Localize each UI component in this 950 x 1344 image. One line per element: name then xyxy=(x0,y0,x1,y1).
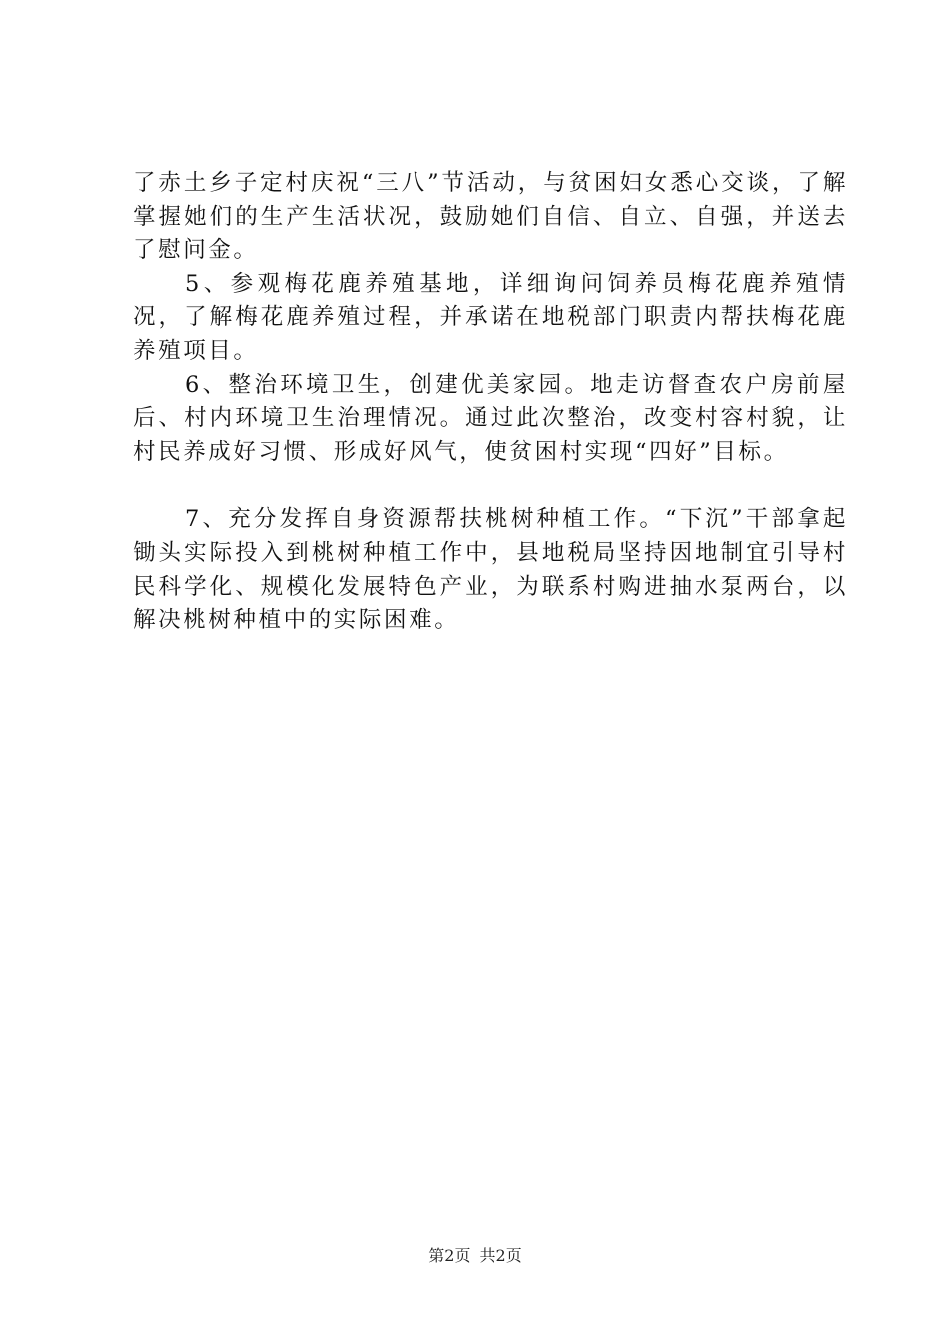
page-number: 第2页 xyxy=(428,1246,471,1265)
paragraph-continuation: 了赤土乡子定村庆祝“三八”节活动，与贫困妇女悉心交谈，了解掌握她们的生产生活状况，鼓励她们自信、自立、自强，并送去了慰问金。 xyxy=(133,170,848,264)
page-total: 共2页 xyxy=(479,1246,522,1265)
document-body xyxy=(133,167,848,638)
page-footer xyxy=(0,1246,950,1266)
paragraph-item-6: 6、整治环境卫生，创建优美家园。地走访督查农户房前屋后、村内环境卫生治理情况。通过此次整治，改变村容村貌，让村民养成好习惯、形成好风气，使贫困村实现“四好”目标。 xyxy=(133,371,848,465)
paragraph-item-7: 7、充分发挥自身资源帮扶桃树种植工作。“下沉”干部拿起锄头实际投入到桃树种植工作中，县地税局坚持因地制宜引导村民科学化、规模化发展特色产业，为联系村购进抽水泵两台，以解决桃树种植中的实际困难。 xyxy=(133,506,848,634)
paragraph-item-5: 5、参观梅花鹿养殖基地，详细询问饲养员梅花鹿养殖情况，了解梅花鹿养殖过程，并承诺在地税部门职责内帮扶梅花鹿养殖项目。 xyxy=(133,270,848,364)
paragraph-spacer xyxy=(133,469,848,503)
